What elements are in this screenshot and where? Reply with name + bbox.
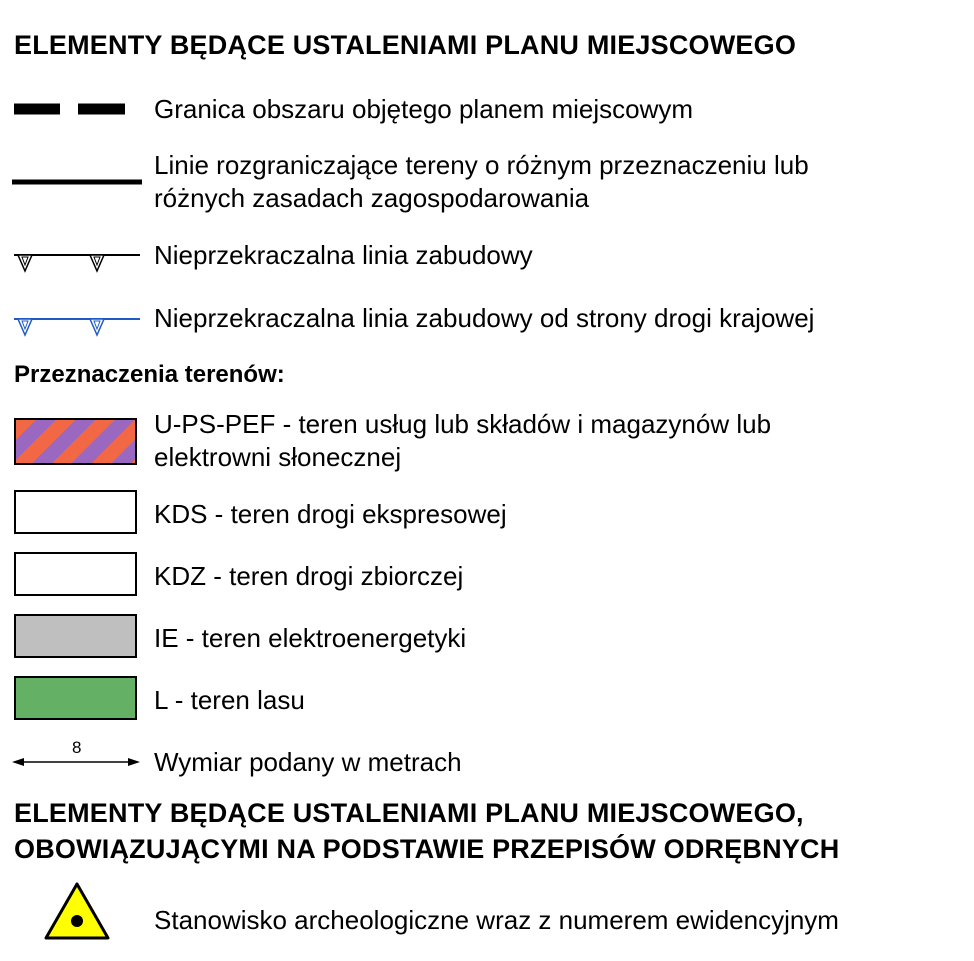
archaeological-site-label: Stanowisko archeologiczne wraz z numerem ewidencyjnym — [154, 905, 839, 935]
area-label-l: L - teren lasu — [154, 685, 305, 715]
area-label-ie: IE - teren elektroenergetyki — [154, 623, 467, 653]
area-label-kds: KDS - teren drogi ekspresowej — [154, 499, 507, 529]
demarcation-line-label-2: różnych zasadach zagospodarowania — [154, 183, 590, 213]
building-line-national-road-label: Nieprzekraczalna linia zabudowy od strony drogi krajowej — [154, 303, 815, 333]
boundary-label: Granica obszaru objętego planem miejscowym — [154, 94, 694, 124]
legend-heading-other-regulations-2: OBOWIĄZUJĄCYMI NA PODSTAWIE PRZEPISÓW ODRĘBNYCH — [14, 834, 840, 864]
archaeological-site-icon — [42, 880, 112, 942]
land-use-subheading: Przeznaczenia terenów: — [14, 361, 285, 388]
swatch-l — [14, 676, 137, 720]
dashed-boundary-icon — [14, 100, 139, 120]
solid-line-icon — [12, 177, 142, 187]
swatch-u-ps-pef — [14, 418, 137, 465]
swatch-ie — [14, 614, 137, 658]
legend-heading-main: ELEMENTY BĘDĄCE USTALENIAMI PLANU MIEJSCOWEGO — [14, 30, 797, 60]
dimension-value: 8 — [72, 738, 82, 757]
legend-heading-other-regulations-1: ELEMENTY BĘDĄCE USTALENIAMI PLANU MIEJSCOWEGO, — [14, 798, 804, 828]
swatch-kds — [14, 490, 137, 534]
area-label-u-ps-pef-2: elektrowni słonecznej — [154, 442, 402, 472]
swatch-kdz — [14, 552, 137, 596]
building-line-label: Nieprzekraczalna linia zabudowy — [154, 240, 533, 270]
building-line-national-road-icon — [12, 314, 142, 336]
demarcation-line-label-1: Linie rozgraniczające tereny o różnym przeznaczeniu lub — [154, 150, 809, 180]
area-label-kdz: KDZ - teren drogi zbiorczej — [154, 561, 464, 591]
dimension-label: Wymiar podany w metrach — [154, 747, 462, 777]
area-label-u-ps-pef-1: U-PS-PEF - teren usług lub składów i magazynów lub — [154, 409, 772, 439]
building-line-icon — [12, 250, 142, 272]
